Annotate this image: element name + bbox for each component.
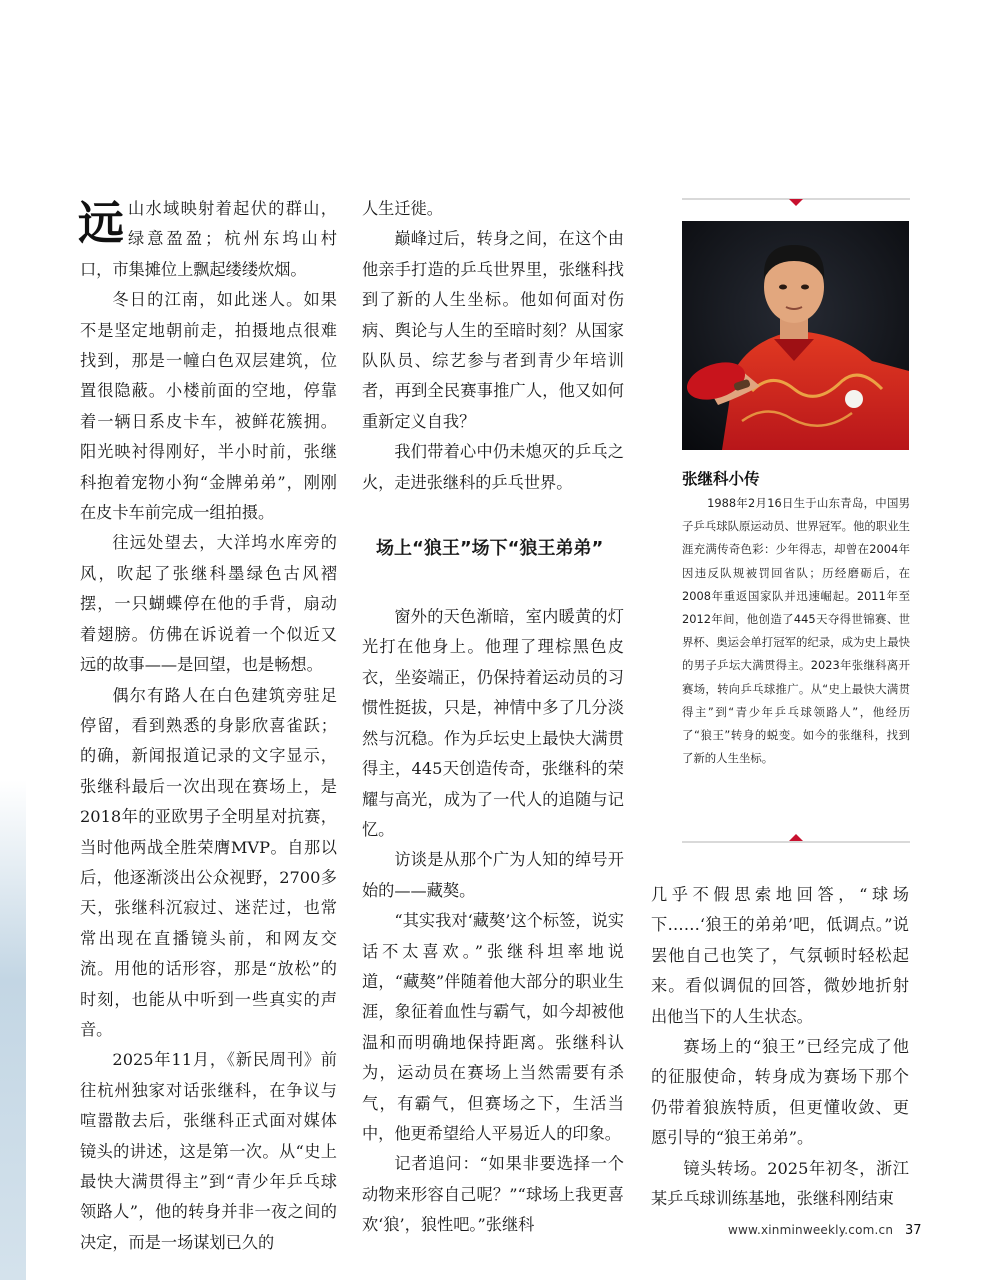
paragraph: 几乎不假思索地回答，“球场下……‘狼王的弟弟’吧，低调点。”说罢他自己也笑了，气氛顿时轻松起来。看似调侃的回答，微妙地折射出他当下的人生状态。 — [651, 885, 909, 1026]
sidebar-bottom-rule — [682, 841, 910, 843]
article-column-1 — [80, 194, 337, 1258]
paragraph: 人生迁徙。 — [362, 199, 443, 218]
sidebar-body — [682, 492, 910, 770]
page-number: 37 — [904, 1223, 922, 1238]
paragraph: 镜头转场。2025年初冬，浙江某乒乓球训练基地，张继科刚结束 — [651, 1158, 909, 1209]
paragraph: 我们带着心中仍未熄灭的乒乓之火，走进张继科的乒乓世界。 — [362, 442, 624, 492]
player-photo — [682, 221, 909, 450]
paragraph: “其实我对‘藏獒’这个标签，说实话不太喜欢。”张继科坦率地说道，“藏獒”伴随着他大部分的职业生涯，象征着血性与霸气，如今却被他温和而明确地保持距离。张继科认为，运动员在赛场上当然需要有杀气，有霸气，但赛场之下，生活当中，他更希望给人平易近人的印象。 — [362, 911, 624, 1143]
article-column-3 — [651, 880, 909, 1214]
paragraph: 巅峰过后，转身之间，在这个由他亲手打造的乒乓世界里，张继科找到了新的人生坐标。他如何面对伤病、舆论与人生的至暗时刻？从国家队队员、综艺参与者到青少年培训者，再到全民赛事推广人，他又如何重新定义自我？ — [362, 229, 624, 431]
paragraph: 窗外的天色渐暗，室内暖黄的灯光打在他身上。他理了理棕黑色皮衣，坐姿端正，仍保持着运动员的习惯性挺拔，只是，神情中多了几分淡然与沉稳。作为乒坛史上最快大满贯得主，445天创造传奇，张继科的荣耀与高光，成为了一代人的追随与记忆。 — [362, 607, 624, 839]
sidebar-title: 张继科小传 — [682, 470, 760, 488]
paragraph: 赛场上的“狼王”已经完成了他的征服使命，转身成为赛场下那个仍带着狼族特质，但更懂收敛、更愿引导的“狼王弟弟”。 — [651, 1037, 909, 1148]
sidebar-bottom-marker — [789, 834, 803, 841]
sidebar-paragraph: 1988年2月16日生于山东青岛，中国男子乒乓球队原运动员、世界冠军。他的职业生涯充满传奇色彩：少年得志，却曾在2004年因违反队规被罚回省队；历经磨砺后，在2008年重返国家队并迅速崛起。2011年至2012年间，他创造了445天夺得世锦赛、世界杯、奥运会单打冠军的纪录，成为史上最快的男子乒坛大满贯得主。2023年张继科离开赛场，转向乒乓球推广。从“史上最快大满贯得主”到“青少年乒乓球领路人”，他经历了“狼王”转身的蜕变。如今的张继科，找到了新的人生坐标。 — [682, 496, 910, 766]
paragraph: 访谈是从那个广为人知的绰号开始的——藏獒。 — [362, 850, 624, 900]
page-footer — [728, 1223, 922, 1238]
paragraph: 记者追问：“如果非要选择一个动物来形容自己呢？”“球场上我更喜欢‘狼’，狼性吧。”张继科 — [362, 1154, 624, 1235]
sidebar-top-marker — [789, 199, 803, 206]
paragraph: 往远处望去，大洋坞水库旁的风，吹起了张继科墨绿色古风褶摆，一只蝴蝶停在他的手背，扇动着翅膀。仿佛在诉说着一个似近又远的故事——是回望，也是畅想。 — [80, 533, 337, 675]
paragraph: 偶尔有路人在白色建筑旁驻足停留，看到熟悉的身影欣喜雀跃；的确，新闻报道记录的文字显示，张继科最后一次出现在赛场上，是2018年的亚欧男子全明星对抗赛，当时他两战全胜荣膺MVP。自那以后，他逐渐淡出公众视野，2700多天，张继科沉寂过、迷茫过，也常常出现在直播镜头前，和网友交流。用他的话形容，那是“放松”的时刻，也能从中听到一些真实的声音。 — [80, 685, 337, 1039]
paragraph: 山水域映射着起伏的群山，绿意盈盈；杭州东坞山村口，市集摊位上飘起缕缕炊烟。 — [80, 199, 337, 279]
paragraph: 冬日的江南，如此迷人。如果不是坚定地朝前走，拍摄地点很难找到，那是一幢白色双层建筑，位置很隐蔽。小楼前面的空地，停靠着一辆日系皮卡车，被鲜花簇拥。阳光映衬得刚好，半小时前，张继科抱着宠物小狗“金牌弟弟”，刚刚在皮卡车前完成一组拍摄。 — [80, 290, 337, 523]
magazine-url: www.xinminweekly.com.cn — [728, 1223, 894, 1237]
drop-cap: 远 — [78, 196, 124, 250]
section-heading: 场上“狼王”场下“狼王弟弟” — [376, 538, 604, 560]
article-column-2 — [362, 194, 624, 1241]
paragraph: 2025年11月，《新民周刊》前往杭州独家对话张继科，在争议与喧嚣散去后，张继科正式面对媒体镜头的讲述，这是第一次。从“史上最快大满贯得主”到“青少年乒乓球领路人”，他的转身并非一夜之间的决定，而是一场谋划已久的 — [80, 1050, 337, 1252]
page-edge-decoration — [0, 780, 26, 1280]
